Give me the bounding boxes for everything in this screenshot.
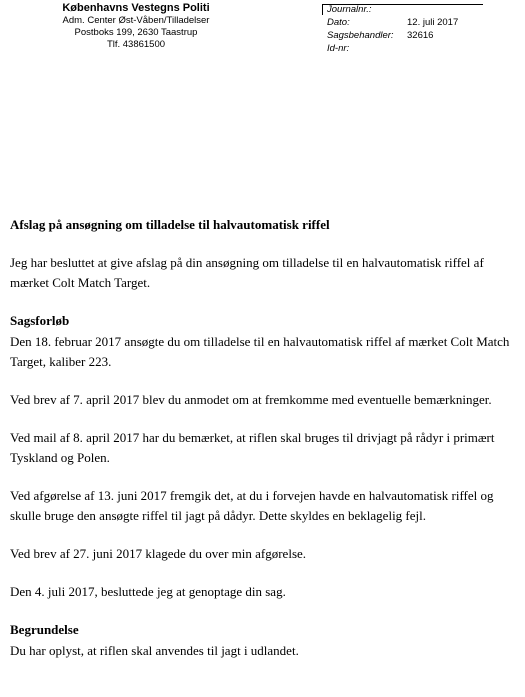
date-value: 12. juli 2017 (407, 17, 459, 28)
reference-box (322, 4, 524, 56)
letter-body (10, 215, 522, 661)
department-name: Adm. Center Øst-Våben/Tilladelser (62, 15, 210, 26)
case-history-paragraph: Ved mail af 8. april 2017 har du bemærket, at riflen skal bruges til drivjagt på rådyr i primært Tyskland og Polen. (10, 430, 495, 465)
date-row (327, 17, 458, 29)
section-heading-reasoning: Begrundelse (10, 622, 79, 637)
case-history-paragraph: Ved afgørelse af 13. juni 2017 fremgik det, at du i forvejen havde en halvautomatisk riffel og skulle bruge den ansøgte riffel til jagt på dådyr. Dette skyldes en beklagelig fejl. (10, 488, 494, 523)
journal-row (327, 4, 407, 16)
reasoning-paragraph: Du har oplyst, at riflen skal anvendes til jagt i udlandet. (10, 643, 299, 658)
date-label: Dato: (327, 17, 350, 28)
caseworker-label: Sagsbehandler: (327, 30, 394, 41)
id-row (327, 43, 407, 55)
caseworker-row (327, 30, 433, 42)
postal-address: Postboks 199, 2630 Taastrup (74, 27, 198, 38)
organization-name: Københavns Vestegns Politi (62, 2, 210, 14)
caseworker-value: 32616 (407, 30, 434, 41)
letterhead (36, 2, 236, 51)
letter-title: Afslag på ansøgning om tilladelse til halvautomatisk riffel (10, 217, 330, 232)
id-label: Id-nr: (327, 43, 350, 54)
journal-label: Journalnr.: (327, 4, 372, 15)
case-history-paragraph: Ved brev af 7. april 2017 blev du anmodet om at fremkomme med eventuelle bemærkninger. (10, 392, 492, 407)
case-history-paragraph: Den 4. juli 2017, besluttede jeg at genoptage din sag. (10, 584, 286, 599)
section-heading-case-history: Sagsforløb (10, 313, 70, 328)
intro-paragraph: Jeg har besluttet at give afslag på din ansøgning om tilladelse til en halvautomatisk riffel af mærket Colt Match Target. (10, 255, 484, 290)
case-history-paragraph: Ved brev af 27. juni 2017 klagede du over min afgørelse. (10, 546, 307, 561)
phone-number: Tlf. 43861500 (106, 39, 166, 50)
case-history-paragraph: Den 18. februar 2017 ansøgte du om tilladelse til en halvautomatisk riffel af mærket Colt Match Target, kaliber 223. (10, 334, 510, 369)
